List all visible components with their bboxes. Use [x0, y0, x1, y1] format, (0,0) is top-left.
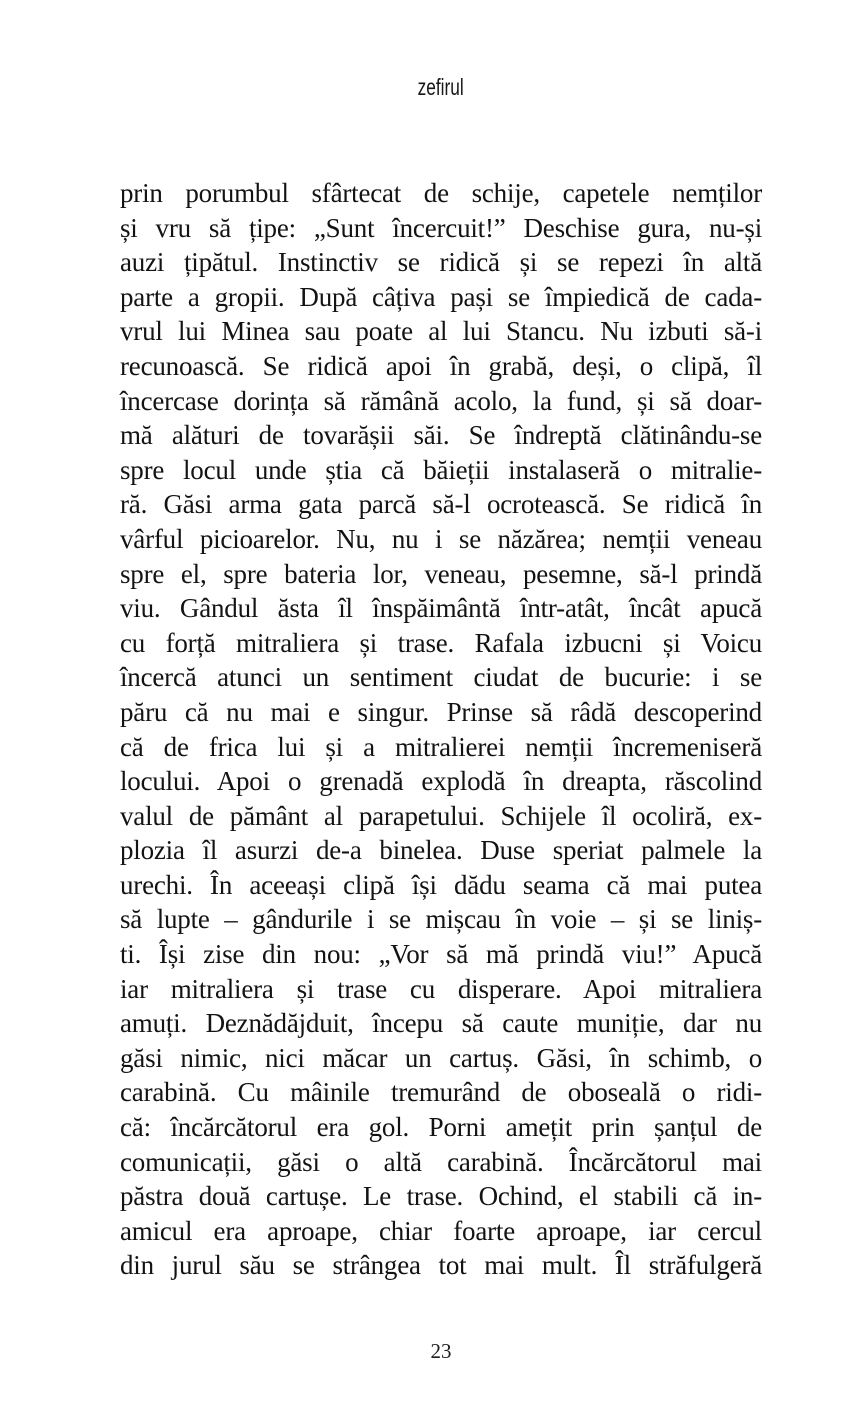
- text-line: valul de pământ al parapetului. Schijele îl ocoliră, ex-: [120, 800, 762, 831]
- text-line: iar mitraliera și trase cu disperare. Apoi mitraliera: [120, 973, 762, 1004]
- text-line: păstra două cartușe. Le trase. Ochind, el stabili că in-: [120, 1181, 762, 1212]
- text-line: parte a gropii. După câțiva pași se împiedică de cada-: [120, 281, 762, 312]
- text-line: ti. Își zise din nou: „Vor să mă prindă viu!” Apucă: [120, 939, 762, 970]
- text-line: spre el, spre bateria lor, veneau, pesemne, să-l prindă: [120, 558, 762, 589]
- text-line: urechi. În aceeași clipă își dădu seama că mai putea: [120, 869, 762, 900]
- text-line: auzi țipătul. Instinctiv se ridică și se repezi în altă: [120, 247, 762, 278]
- text-line: carabină. Cu mâinile tremurând de oboseală o ridi-: [120, 1077, 762, 1108]
- text-line: ră. Găsi arma gata parcă să-l ocrotească. Se ridică în: [120, 489, 762, 520]
- text-line: cu forță mitraliera și trase. Rafala izbucni și Voicu: [120, 627, 762, 658]
- text-line: și vru să țipe: „Sunt încercuit!” Deschise gura, nu-și: [120, 212, 762, 243]
- text-line: din jurul său se strângea tot mai mult. Îl străfulgeră: [120, 1250, 762, 1281]
- text-line: vrul lui Minea sau poate al lui Stancu. Nu izbuti să-i: [120, 316, 762, 347]
- text-line: comunicații, găsi o altă carabină. Încărcătorul mai: [120, 1146, 762, 1177]
- text-line: mă alături de tovarășii săi. Se îndreptă clătinându-se: [120, 420, 762, 451]
- text-line: păru că nu mai e singur. Prinse să râdă descoperind: [120, 696, 762, 727]
- text-line: că de frica lui și a mitralierei nemții încremeniseră: [120, 731, 762, 762]
- text-line: găsi nimic, nici măcar un cartuș. Găsi, în schimb, o: [120, 1042, 762, 1073]
- page-number: 23: [430, 1339, 452, 1363]
- text-line: locului. Apoi o grenadă explodă în dreapta, răscolind: [120, 766, 762, 797]
- text-line: să lupte – gândurile i se mișcau în voie – și se liniș-: [120, 904, 762, 935]
- text-line: încercase dorința să rămână acolo, la fund, și să doar-: [120, 385, 762, 416]
- text-line: amuți. Deznădăjduit, începu să caute muniție, dar nu: [120, 1008, 762, 1039]
- text-line: plozia îl asurzi de-a binelea. Duse speriat palmele la: [120, 835, 762, 866]
- running-header-title: zefirul: [417, 74, 465, 100]
- text-line: amicul era aproape, chiar foarte aproape, iar cercul: [120, 1215, 762, 1246]
- text-line: viu. Gândul ăsta îl înspăimântă într-atât, încât apucă: [120, 593, 762, 624]
- text-line: vârful picioarelor. Nu, nu i se năzărea; nemții veneau: [120, 523, 762, 554]
- text-line: că: încărcătorul era gol. Porni amețit prin șanțul de: [120, 1112, 762, 1143]
- text-line: prin porumbul sfârtecat de schije, capetele nemților: [120, 178, 762, 208]
- running-header: [120, 74, 762, 101]
- text-line: recunoască. Se ridică apoi în grabă, deși, o clipă, îl: [120, 350, 762, 381]
- text-line: încercă atunci un sentiment ciudat de bucurie: i se: [120, 662, 762, 693]
- text-line: spre locul unde știa că băieții instalaseră o mitralie-: [120, 454, 762, 485]
- text-body: [120, 176, 762, 1283]
